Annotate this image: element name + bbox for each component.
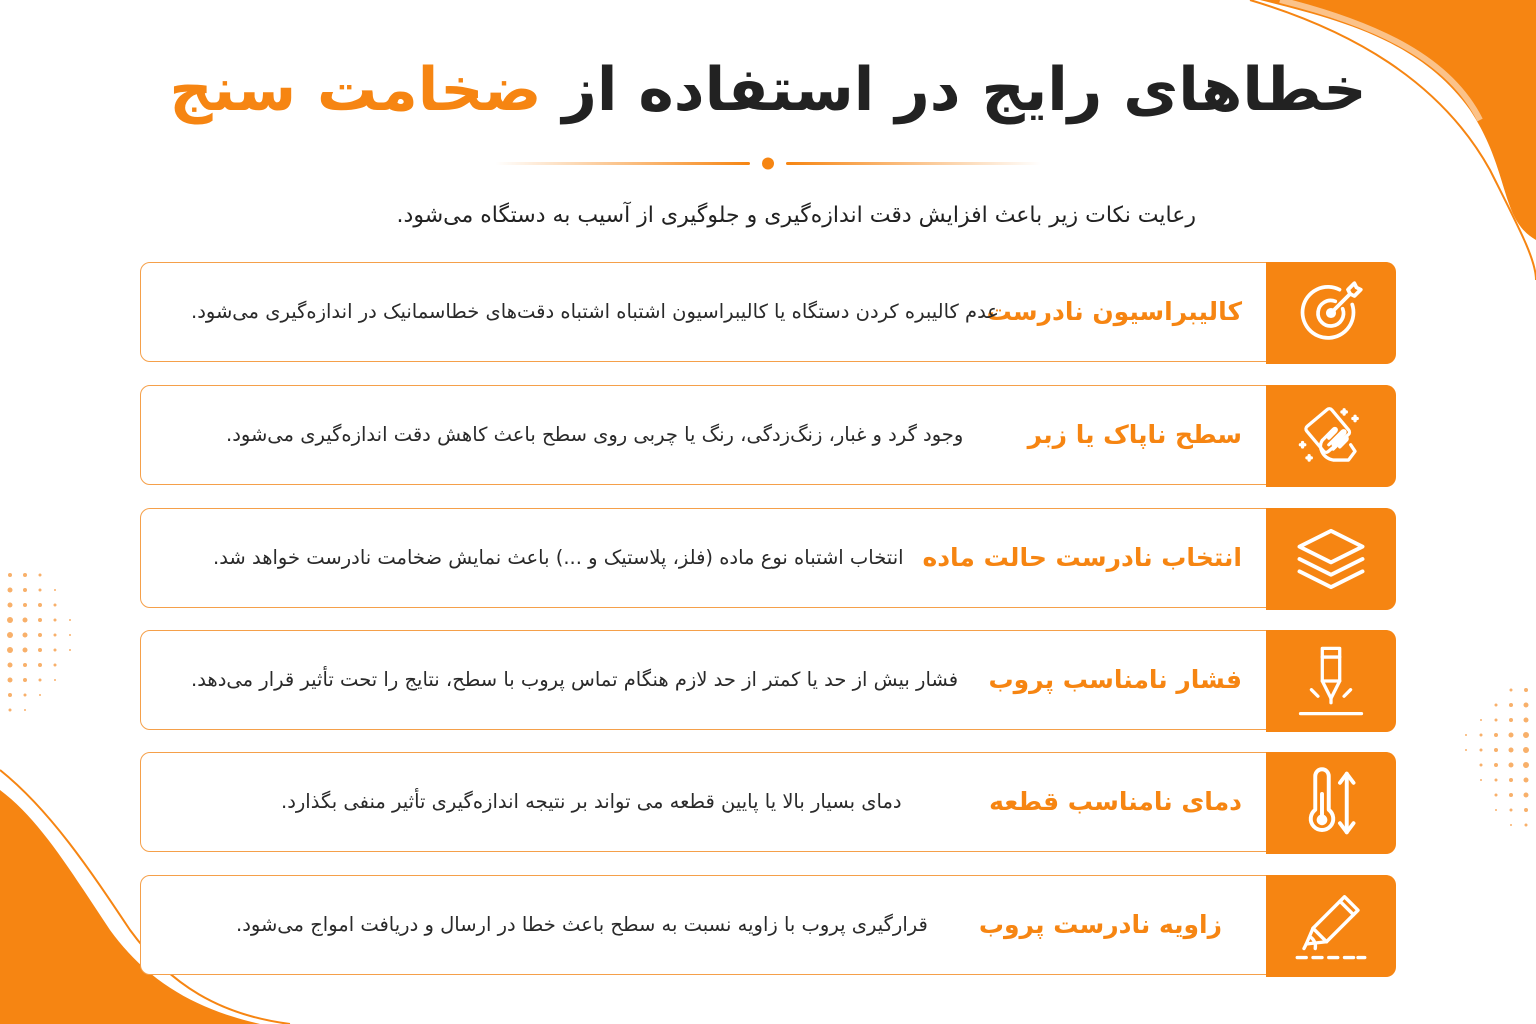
- card-description: فشار بیش از حد یا کمتر از حد لازم هنگام تماس پروب با سطح، نتایج را تحت تأثیر قرار می‌دهد.: [191, 668, 959, 691]
- error-card: [140, 508, 1395, 608]
- page-subtitle: رعایت نکات زیر باعث افزایش دقت اندازه‌گیری و جلوگیری از آسیب به دستگاه می‌شود.: [396, 203, 1196, 228]
- card-icon-box: [1266, 875, 1396, 977]
- card-description: دمای بسیار بالا یا پایین قطعه می تواند بر نتیجه اندازه‌گیری تأثیر منفی بگذارد.: [281, 790, 902, 813]
- layers-icon: [1295, 526, 1367, 592]
- error-card: [140, 385, 1395, 485]
- dot-pattern-left: [7, 573, 71, 712]
- page-title: [0, 50, 1536, 130]
- title-divider: [495, 153, 1041, 173]
- card-title: فشار نامناسب پروب: [988, 665, 1242, 694]
- card-icon-box: [1266, 262, 1396, 364]
- page-title-main: خطاهای رایج در استفاده از: [562, 55, 1367, 125]
- card-description: عدم کالیبره کردن دستگاه یا کالیبراسیون اشتباه اشتباه دقت‌های خطاسمانیک در اندازه‌گیری می‌شود.: [191, 300, 999, 323]
- card-description: قرارگیری پروب با زاویه نسبت به سطح باعث خطا در ارسال و دریافت امواج می‌شود.: [236, 913, 928, 936]
- error-card: [140, 875, 1395, 975]
- page-title-accent: ضخامت سنج: [169, 55, 542, 125]
- card-description: انتخاب اشتباه نوع ماده (فلز، پلاستیک و ...) باعث نمایش ضخامت نادرست خواهد شد.: [213, 546, 904, 569]
- card-title: دمای نامناسب قطعه: [989, 787, 1242, 816]
- probe-angle-icon: [1295, 890, 1367, 962]
- error-card: [140, 630, 1395, 730]
- card-title: سطح ناپاک یا زبر: [1027, 420, 1242, 449]
- error-card: [140, 262, 1395, 362]
- card-icon-box: [1266, 385, 1396, 487]
- card-icon-box: [1266, 752, 1396, 854]
- cleaning-hand-icon: [1296, 401, 1366, 471]
- probe-pressure-icon: [1296, 644, 1366, 718]
- dot-pattern-right: [1465, 688, 1529, 827]
- card-title: زاویه نادرست پروب: [978, 910, 1222, 939]
- card-icon-box: [1266, 508, 1396, 610]
- target-icon: [1297, 279, 1365, 347]
- card-title: انتخاب نادرست حالت ماده: [922, 543, 1242, 572]
- card-icon-box: [1266, 630, 1396, 732]
- card-title: کالیبراسیون نادرست: [986, 297, 1242, 326]
- thermometer-icon: [1301, 767, 1361, 839]
- error-card: [140, 752, 1395, 852]
- card-description: وجود گرد و غبار، زنگ‌زدگی، رنگ یا چربی روی سطح باعث کاهش دقت اندازه‌گیری می‌شود.: [226, 423, 964, 446]
